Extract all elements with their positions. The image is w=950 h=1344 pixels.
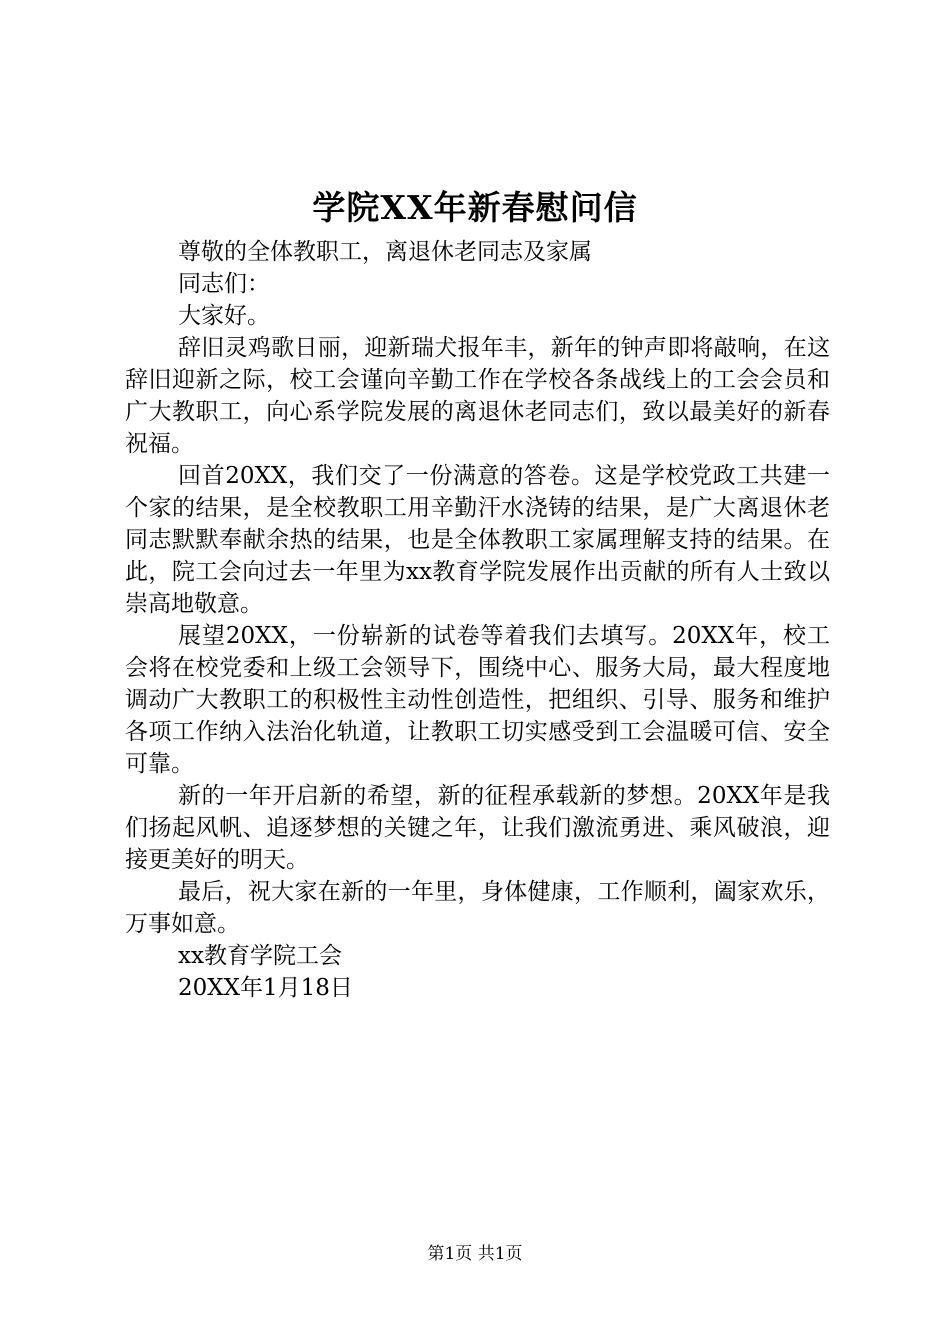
greeting: 大家好。 [178, 303, 270, 329]
page-number: 第1页 共1页 [427, 1244, 523, 1264]
paragraph-5: 最后，祝大家在新的一年里，身体健康，工作顺利，阖家欢乐，万事如意。 [125, 879, 830, 937]
paragraph-1: 辞旧灵鸡歌日丽，迎新瑞犬报年丰，新年的钟声即将敲响，在这辞旧迎新之际，校工会谨向辛勤工作在学校各条战线上的工会会员和广大教职工，向心系学院发展的离退休老同志们，致以最美好的新春祝福。 [125, 335, 830, 457]
salutation: 尊敬的全体教职工，离退休老同志及家属 [178, 239, 592, 265]
paragraph-4: 新的一年开启新的希望，新的征程承载新的梦想。20XX年是我们扬起风帆、追逐梦想的关键之年，让我们激流勇进、乘风破浪，迎接更美好的明天。 [125, 783, 830, 873]
paragraph-3: 展望20XX，一份崭新的试卷等着我们去填写。20XX年，校工会将在校党委和上级工会领导下，围绕中心、服务大局，最大程度地调动广大教职工的积极性主动性创造性，把组织、引导、服务和维护各项工作纳入法治化轨道，让教职工切实感受到工会温暖可信、安全可靠。 [125, 623, 830, 777]
letter-body [125, 236, 830, 1004]
document-title: 学院XX年新春慰问信 [312, 188, 638, 227]
salutation-line-2: 同志们： [178, 271, 270, 297]
date: 20XX年1月18日 [178, 975, 353, 1001]
signature: xx教育学院工会 [178, 943, 342, 969]
paragraph-2: 回首20XX，我们交了一份满意的答卷。这是学校党政工共建一个家的结果，是全校教职工用辛勤汗水浇铸的结果，是广大离退休老同志默默奉献余热的结果，也是全体教职工家属理解支持的结果。在此，院工会向过去一年里为xx教育学院发展作出贡献的所有人士致以崇高地敬意。 [125, 463, 830, 617]
